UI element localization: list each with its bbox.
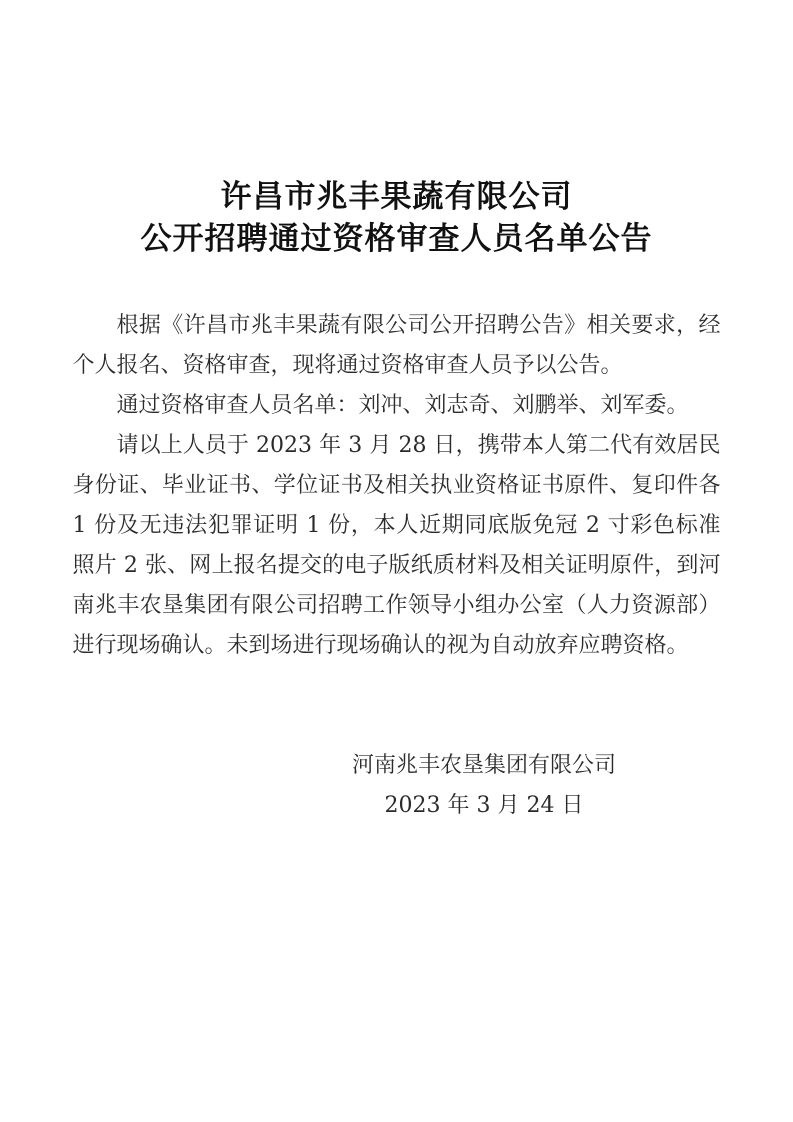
document-body [73,306,721,666]
paragraph-basis: 根据《许昌市兆丰果蔬有限公司公开招聘公告》相关要求，经个人报名、资格审查，现将通过资格审查人员予以公告。 [72,313,721,378]
paragraph-qualified-list: 通过资格审查人员名单：刘冲、刘志奇、刘鹏举、刘军委。 [116,393,689,418]
document-title-line-1: 许昌市兆丰果蔬有限公司 [220,179,573,215]
signature-organization: 河南兆丰农垦集团有限公司 [351,753,616,778]
signature-block [352,746,616,826]
document-title-line-2: 公开招聘通过资格审查人员名单公告 [140,221,653,257]
paragraph-onsite-confirmation-notice: 请以上人员于 2023 年 3 月 28 日，携带本人第二代有效居民身份证、毕业证书、学位证书及相关执业资格证书原件、复印件各 1 份及无违法犯罪证明 1 份，本人近期同底版免冠 2 寸彩色标准照片 2 张、网上报名提交的电子版纸质材料及相关证明原件，到河南兆丰农垦集团有限公司招聘工作领导小组办公室（人力资源部）进行现场确认。未到场进行现场确认的视为自动放弃应聘资格。 [72,433,721,658]
signature-date: 2023 年 3 月 24 日 [384,793,584,818]
document-title [0,176,793,260]
